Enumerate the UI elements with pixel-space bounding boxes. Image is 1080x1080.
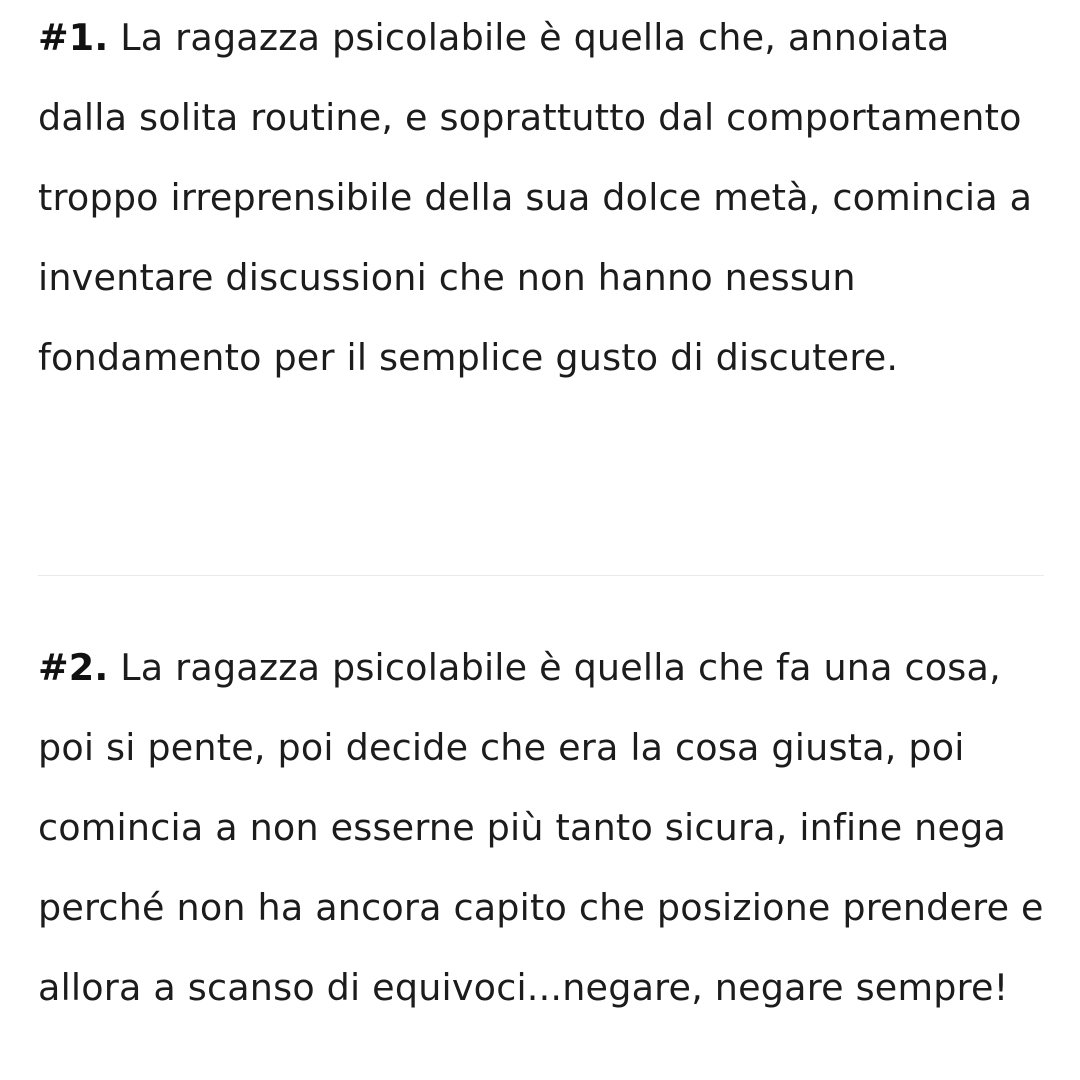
item-number: #2.: [38, 646, 109, 689]
item-number: #1.: [38, 16, 109, 59]
list-item-2: [38, 628, 1048, 1028]
list-item-1: [38, 0, 1048, 398]
item-text: La ragazza psicolabile è quella che, annoiata dalla solita routine, e soprattutto dal comportamento troppo irreprensibile della sua dolce metà, comincia a inventare discussioni che non hanno nessun fondamento per il semplice gusto di discutere.: [38, 16, 1033, 379]
divider: [38, 575, 1044, 576]
item-text: La ragazza psicolabile è quella che fa una cosa, poi si pente, poi decide che era la cosa giusta, poi comincia a non esserne più tanto sicura, infine nega perché non ha ancora capito che posizione prendere e allora a scanso di equivoci...negare, negare sempre!: [38, 646, 1044, 1009]
